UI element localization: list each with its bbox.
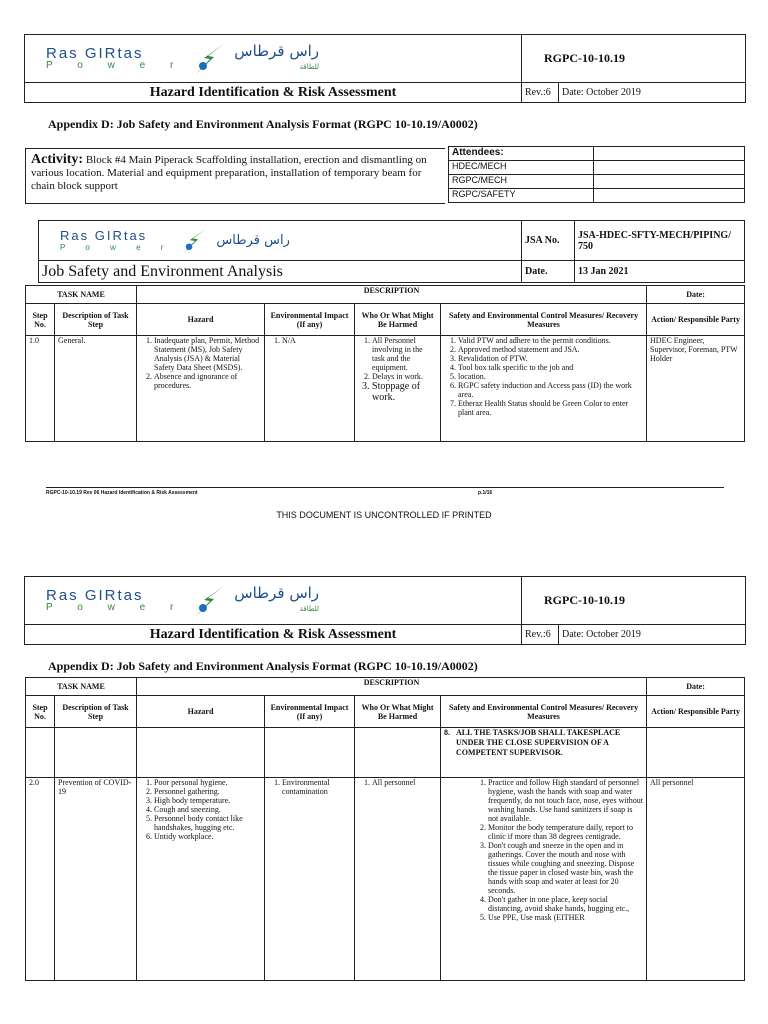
lightning-logo-icon	[180, 227, 208, 255]
hazard-cell	[137, 778, 265, 981]
logo-english-sub: P o w e r	[46, 60, 185, 71]
company-logo	[28, 42, 518, 76]
page2-header-table	[24, 576, 746, 645]
control-item: ALL THE TASKS/JOB SHALL TAKESPLACE UNDER THE CLOSE SUPERVISION OF A COMPETENT SUPERVISOR.	[456, 728, 621, 757]
who-harmed-header: Who Or What Might Be Harmed	[355, 696, 441, 728]
who-item: 3. Stoppage of work.	[372, 381, 437, 403]
hazard-item: 4. Cough and sneezing.	[154, 805, 261, 814]
action-cell: HDEC Engineer, Supervisor, Foreman, PTW Holder	[647, 336, 745, 442]
control-item: 6. RGPC safety induction and Access pass (ID) the work area.	[458, 381, 643, 399]
date-header: Date:	[647, 286, 745, 304]
logo-arabic: راس قرطاس	[234, 583, 320, 602]
controls-cell	[441, 728, 647, 778]
env-impact-header: Environmental Impact (If any)	[265, 696, 355, 728]
company-logo	[42, 227, 518, 255]
logo-english-sub: P o w e r	[46, 602, 185, 613]
env-cell	[265, 336, 355, 442]
step-cell: 1.0	[26, 336, 55, 442]
env-impact-header: Environmental Impact (If any)	[265, 304, 355, 336]
lightning-logo-icon	[192, 584, 226, 618]
uncontrolled-notice: THIS DOCUMENT IS UNCONTROLLED IF PRINTED	[276, 510, 492, 520]
table-row	[26, 728, 745, 778]
page1-header-table	[24, 34, 746, 103]
attendee-row: RGPC/SAFETY	[449, 189, 594, 203]
control-item: 2. Approved method statement and JSA.	[458, 345, 643, 354]
who-cell	[355, 336, 441, 442]
hazard-item: 5. Personnel body contact like handshakes, hugging etc.	[154, 814, 261, 832]
action-cell: All personnel	[647, 778, 745, 981]
logo-cell	[25, 35, 522, 83]
attendees-label: Attendees:	[449, 147, 594, 161]
controls-cell	[441, 336, 647, 442]
control-item: 1. Valid PTW and adhere to the permit conditions.	[458, 336, 643, 345]
control-number: 8.	[444, 728, 451, 737]
footer-rule	[46, 487, 724, 488]
who-item: 1. All Personnel involving in the task and the equipment.	[372, 336, 437, 372]
env-item: 1. Environmental contamination	[282, 778, 351, 796]
step-cell: 2.0	[26, 778, 55, 981]
attendee-row: HDEC/MECH	[449, 161, 594, 175]
who-harmed-header: Who Or What Might Be Harmed	[355, 304, 441, 336]
date-label: Date: October 2019	[559, 625, 746, 645]
doc-title: Hazard Identification & Risk Assessment	[25, 83, 522, 103]
company-logo	[28, 584, 518, 618]
jsa-date-value: 13 Jan 2021	[575, 261, 745, 283]
jsa-no-label: JSA No.	[522, 221, 575, 261]
footer-left: RGPC-10-10.19 Rev 06 Hazard Identification & Risk Assessment	[46, 490, 198, 496]
control-item: 4. Tool box talk specific to the job and	[458, 363, 643, 372]
task-name-header: TASK NAME	[26, 286, 137, 304]
task-step-header: Description of Task Step	[55, 696, 137, 728]
doc-title: Hazard Identification & Risk Assessment	[25, 625, 522, 645]
description-header: DESCRIPTION	[137, 678, 647, 696]
jsa-title: Job Safety and Environment Analysis	[39, 261, 522, 283]
hazard-item: 3. High body temperature.	[154, 796, 261, 805]
date-header: Date:	[647, 678, 745, 696]
env-item: 1. N/A	[282, 336, 351, 345]
hazard-item: 6. Untidy workplace.	[154, 832, 261, 841]
logo-english-sub: P o w e r	[60, 243, 173, 252]
jsa-header-table	[38, 220, 745, 283]
control-item: 3. Don't cough and sneeze in the open and in gatherings. Cover the mouth and nose with tissues while coughing and sneezing. Dispose the tissue paper in closed waste bin, wash the hands with soap and water at least for 20 seconds.	[488, 841, 643, 895]
step-no-header: Step No.	[26, 696, 55, 728]
appendix-title: Appendix D: Job Safety and Environment Analysis Format (RGPC 10-10.19/A0002)	[48, 659, 478, 673]
hazard-item: 1. Poor personal hygiene.	[154, 778, 261, 787]
logo-arabic: راس قرطاس	[216, 232, 290, 248]
attendees-table	[448, 146, 745, 203]
who-item: 2. Delays in work.	[372, 372, 437, 381]
lightning-logo-icon	[192, 42, 226, 76]
control-item: 2. Monitor the body temperature daily, report to clinic if more than 38 degrees centigrade.	[488, 823, 643, 841]
controls-header: Safety and Environmental Control Measures/ Recovery Measures	[441, 696, 647, 728]
appendix-title: Appendix D: Job Safety and Environment Analysis Format (RGPC 10-10.19/A0002)	[48, 117, 478, 131]
control-item: 5. location.	[458, 372, 643, 381]
footer-page: p.1/16	[478, 490, 493, 496]
logo-arabic-sub: للطاقة	[299, 62, 320, 71]
task-name-header: TASK NAME	[26, 678, 137, 696]
hazard-item: 1. Inadequate plan, Permit, Method Statement (MS), Job Safety Analysis (JSA) & Material Safety Data Sheet (MSDS).	[154, 336, 261, 372]
table-row	[26, 336, 745, 442]
who-cell	[355, 778, 441, 981]
jsa-table-page1	[25, 285, 745, 442]
control-item: 7. Etheraz Health Status should be Green Color to enter plant area.	[458, 399, 643, 417]
doc-code: RGPC-10-10.19	[522, 577, 746, 625]
activity-label: Activity:	[31, 152, 84, 167]
task-step-header: Description of Task Step	[55, 304, 137, 336]
action-header: Action/ Responsible Party	[647, 304, 745, 336]
hazard-header: Hazard	[137, 304, 265, 336]
task-cell: Prevention of COVID-19	[55, 778, 137, 981]
jsa-logo-cell	[39, 221, 522, 261]
action-header: Action/ Responsible Party	[647, 696, 745, 728]
step-no-header: Step No.	[26, 304, 55, 336]
task-cell: General.	[55, 336, 137, 442]
logo-arabic: راس قرطاس	[234, 41, 320, 60]
control-item: 1. Practice and follow High standard of personnel hygiene, wash the hands with soap and water frequently, do not touch face, nose, eyes without washing hands. Use hand sanitizers if soap is not available.	[488, 778, 643, 823]
activity-box	[25, 148, 445, 204]
control-item: 4. Don't gather in one place, keep social distancing, avoid shake hands, hugging etc.,	[488, 895, 643, 913]
control-item: 5. Use PPE, Use mask (EITHER	[488, 913, 643, 922]
rev-label: Rev.:6	[522, 625, 559, 645]
logo-english: Ras GIRtas	[60, 228, 148, 243]
control-item: 3. Revalidation of PTW.	[458, 354, 643, 363]
doc-code: RGPC-10-10.19	[522, 35, 746, 83]
hazard-cell	[137, 336, 265, 442]
logo-english: Ras GIRtas	[46, 587, 144, 604]
activity-text: Block #4 Main Piperack Scaffolding installation, erection and dismantling on various location. Material and equipment preparation, installation of temporary beam for chain block support	[31, 154, 427, 192]
who-item: 1. All personnel	[372, 778, 437, 787]
rev-label: Rev.:6	[522, 83, 559, 103]
controls-header: Safety and Environmental Control Measures/ Recovery Measures	[441, 304, 647, 336]
table-row	[26, 778, 745, 981]
logo-cell	[25, 577, 522, 625]
env-cell	[265, 778, 355, 981]
hazard-item: 2. Personnel gathering.	[154, 787, 261, 796]
date-label: Date: October 2019	[559, 83, 746, 103]
attendee-row: RGPC/MECH	[449, 175, 594, 189]
jsa-date-label: Date.	[522, 261, 575, 283]
description-header: DESCRIPTION	[137, 286, 647, 304]
jsa-no-value: JSA-HDEC-SFTY-MECH/PIPING/ 750	[575, 221, 745, 261]
hazard-item: 2. Absence and ignorance of procedures.	[154, 372, 261, 390]
logo-english: Ras GIRtas	[46, 45, 144, 62]
hazard-header: Hazard	[137, 696, 265, 728]
logo-arabic-sub: للطاقة	[299, 604, 320, 613]
jsa-table-page2	[25, 677, 745, 981]
controls-cell	[441, 778, 647, 981]
